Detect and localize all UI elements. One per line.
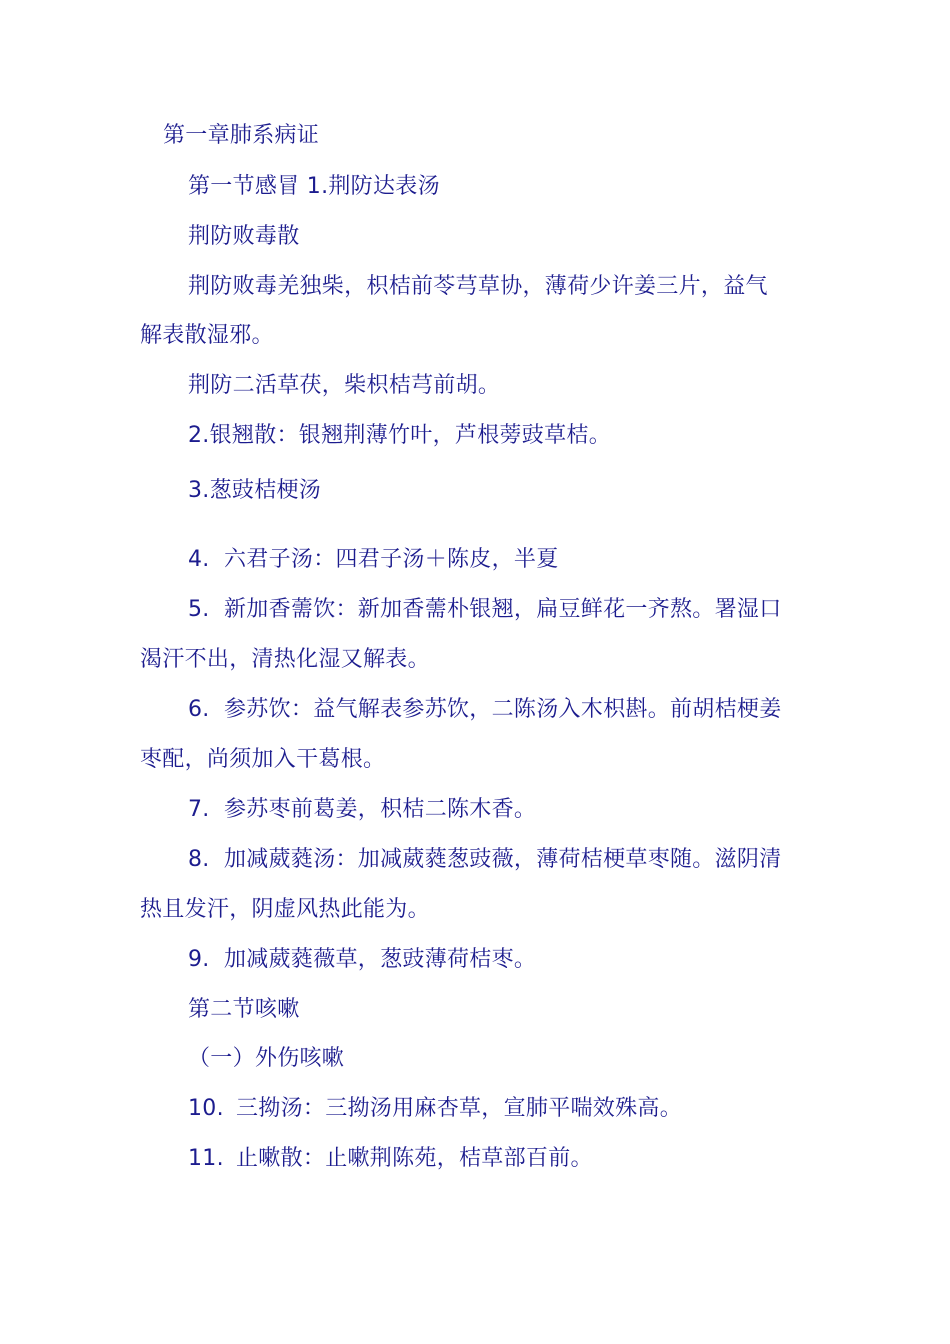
list-item: 2.银翘散：银翘荆薄竹叶，芦根蒡豉草桔。 [188, 423, 611, 448]
list-item [188, 1144, 593, 1174]
item-number: 10. [188, 1096, 224, 1121]
list-item [188, 695, 782, 725]
item-text: 新加香薷饮：新加香薷朴银翘，扁豆鲜花一齐熬。署湿口 [224, 597, 782, 622]
section-title: 第一节感冒 1.荆防达表汤 [188, 174, 440, 199]
list-item [188, 795, 536, 825]
item-text: 加减葳蕤薇草，葱豉薄荷桔枣。 [224, 947, 537, 972]
item-text-continued: 渴汗不出，清热化湿又解表。 [140, 647, 430, 672]
formula-name: 荆防败毒散 [188, 224, 300, 249]
list-item [188, 945, 536, 975]
chapter-title: 第一章肺系病证 [163, 123, 320, 148]
section-title: 第二节咳嗽 [188, 997, 300, 1022]
item-number: 6. [188, 697, 210, 722]
item-number: 4. [188, 547, 210, 572]
item-number: 9. [188, 947, 210, 972]
list-item [188, 1094, 682, 1124]
item-number: 7. [188, 797, 210, 822]
list-item: 3.葱豉桔梗汤 [188, 478, 322, 503]
item-text: 参苏饮：益气解表参苏饮，二陈汤入木枳斟。前胡桔梗姜 [224, 697, 782, 722]
item-number: 5. [188, 597, 210, 622]
item-text: 参苏枣前葛姜，枳桔二陈木香。 [224, 797, 537, 822]
item-text: 加减葳蕤汤：加减葳蕤葱豉薇，薄荷桔梗草枣随。滋阴清 [224, 847, 782, 872]
list-item [188, 545, 559, 575]
item-number: 11. [188, 1146, 224, 1171]
list-item [188, 845, 782, 875]
item-text-continued: 热且发汗，阴虚风热此能为。 [140, 897, 430, 922]
item-text: 止嗽散：止嗽荆陈苑，桔草部百前。 [236, 1146, 593, 1171]
paragraph-line: 解表散湿邪。 [140, 323, 274, 348]
paragraph-line: 荆防败毒羌独柴，枳桔前苓芎草协，薄荷少许姜三片，益气 [188, 274, 768, 299]
paragraph: 荆防二活草茯，柴枳桔芎前胡。 [188, 373, 501, 398]
item-text: 六君子汤：四君子汤＋陈皮，半夏 [224, 547, 559, 572]
list-item [188, 595, 782, 625]
subsection-title: （一）外伤咳嗽 [188, 1046, 345, 1071]
item-text-continued: 枣配，尚须加入干葛根。 [140, 747, 386, 772]
item-text: 三拗汤：三拗汤用麻杏草，宣肺平喘效殊高。 [236, 1096, 683, 1121]
item-number: 8. [188, 847, 210, 872]
